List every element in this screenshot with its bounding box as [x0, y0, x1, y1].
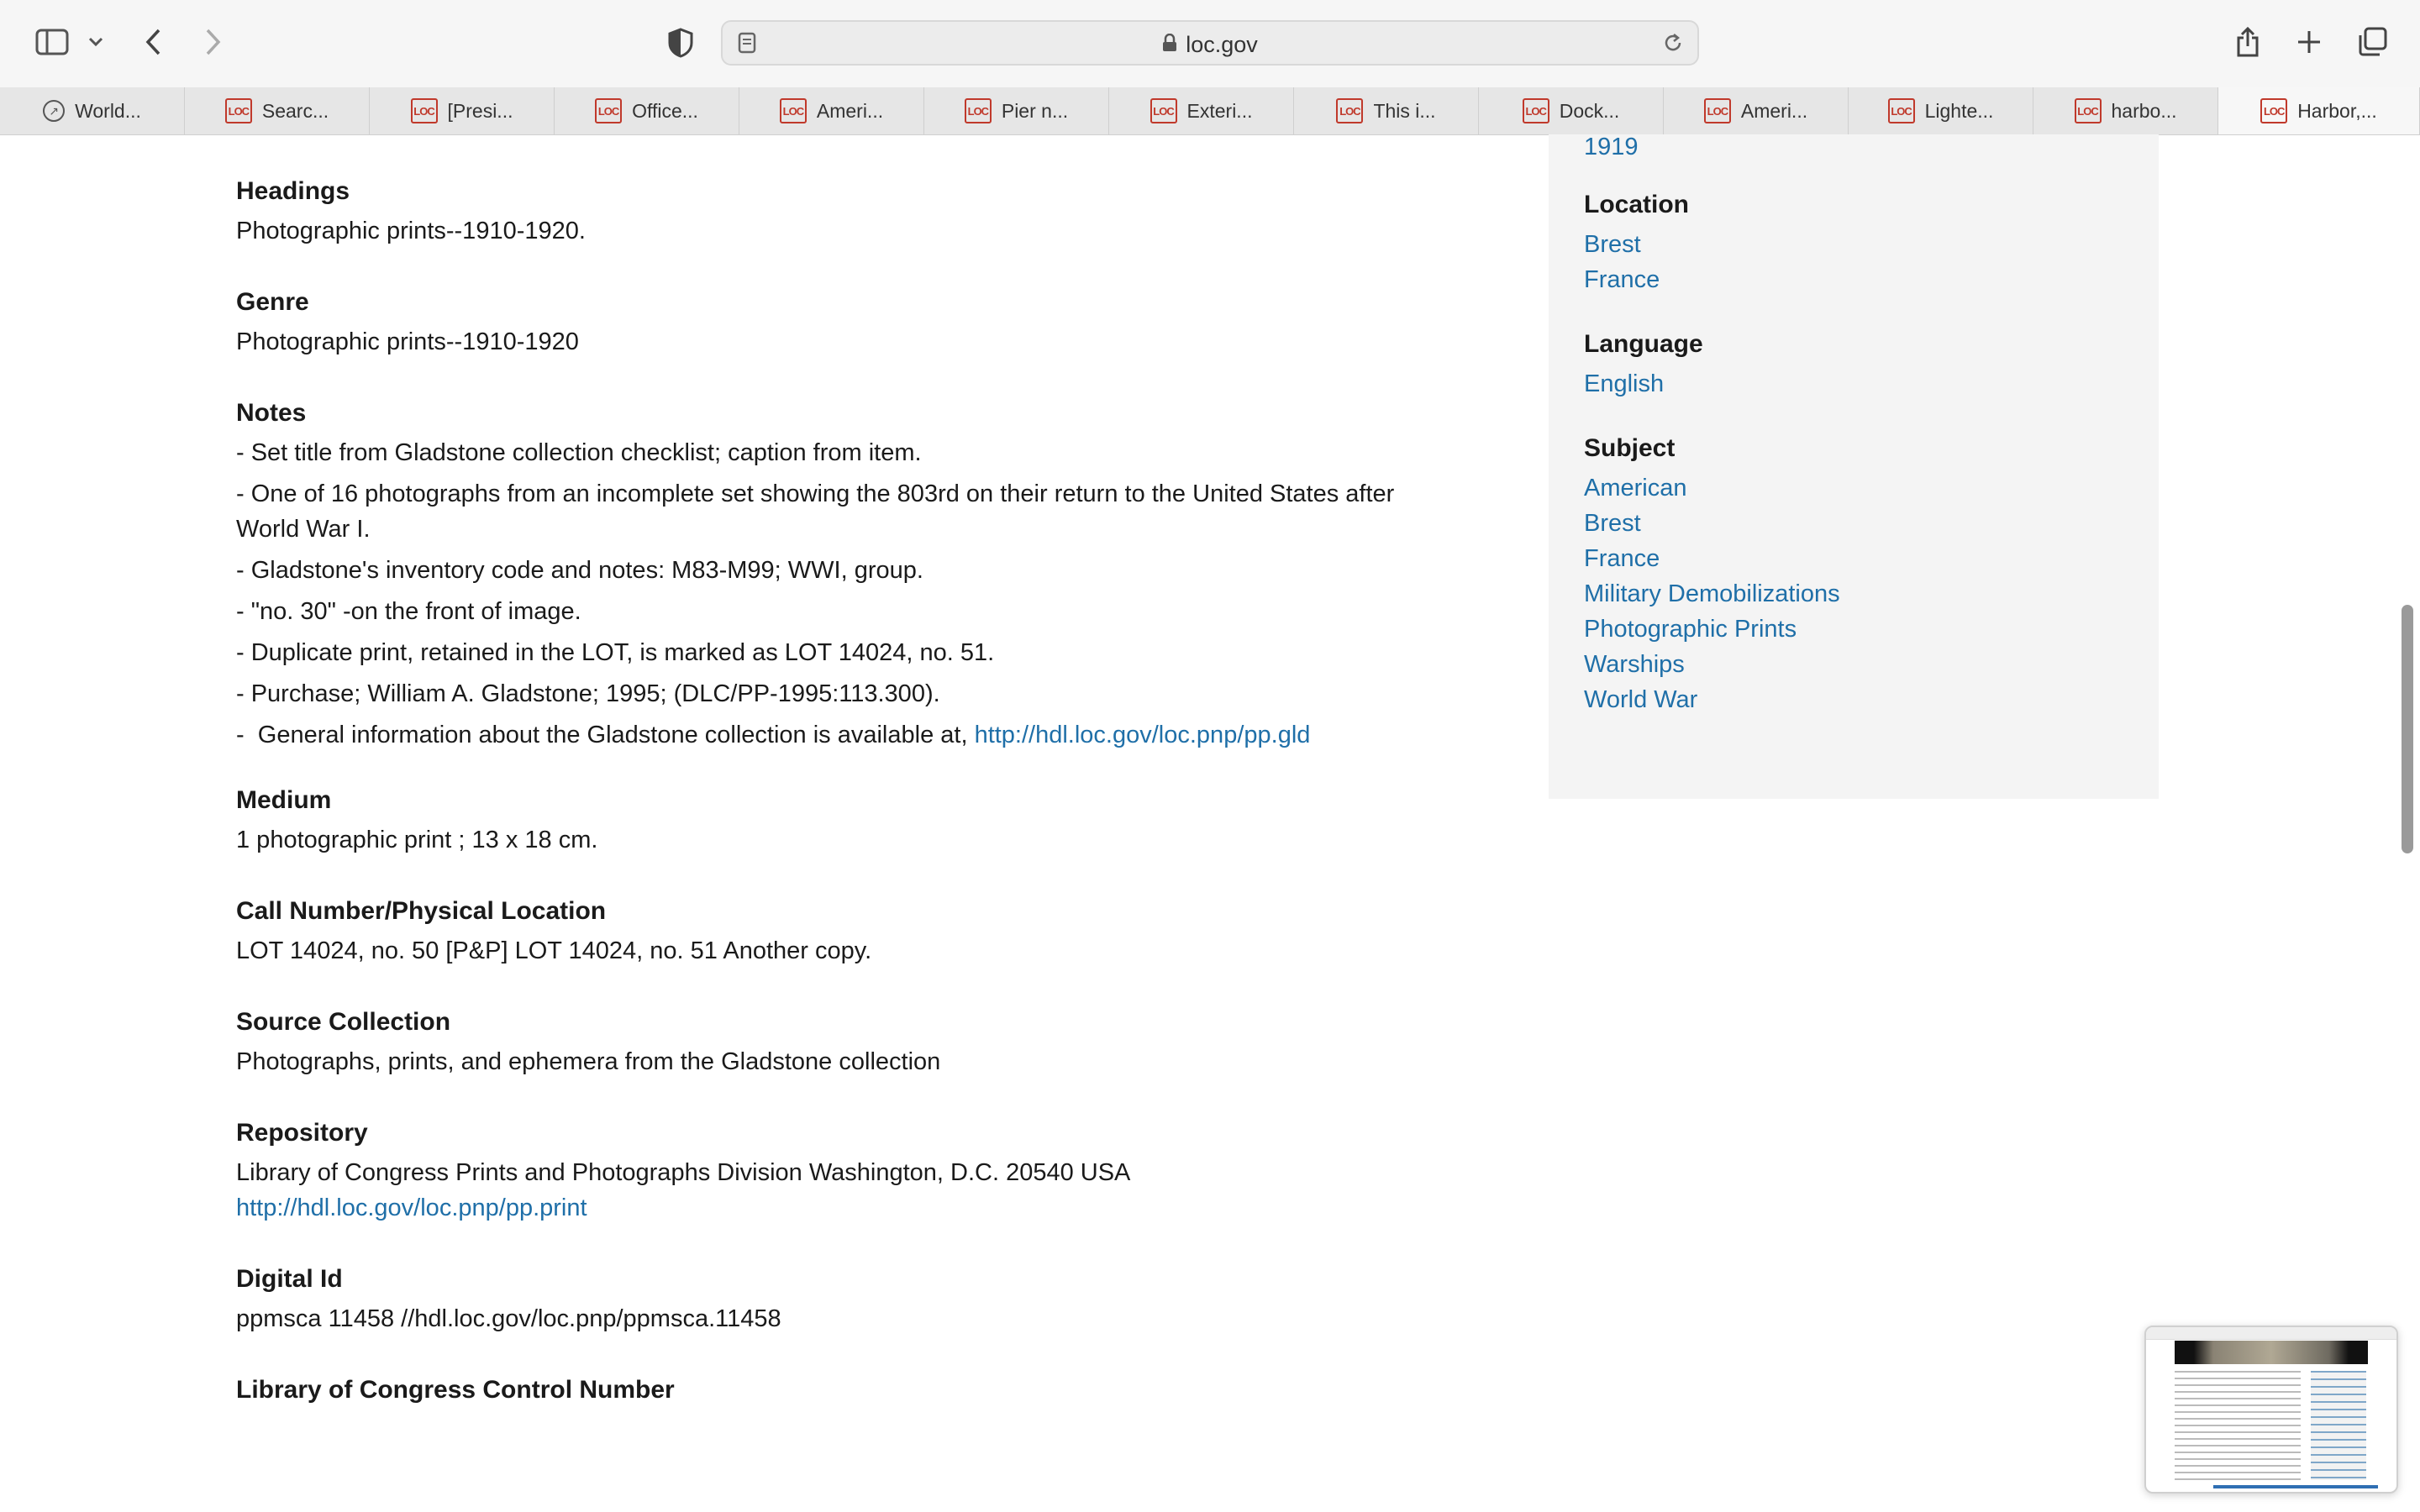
subject-link[interactable]: Photographic Prints — [1584, 616, 1797, 643]
field-value: Library of Congress Prints and Photographs Division Washington, D.C. 20540 USA — [236, 1159, 1131, 1186]
language-section — [1584, 328, 2122, 402]
location-link[interactable]: France — [1584, 266, 1660, 293]
tab-label: Ameri... — [1740, 99, 1808, 122]
loc-icon: LOC — [1523, 98, 1549, 123]
tab-label: harbo... — [2111, 99, 2177, 122]
field-heading: Headings — [236, 177, 350, 205]
subject-link[interactable]: Warships — [1584, 651, 1685, 678]
note-item: - Gladstone's inventory code and notes: M83-M99; WWI, group. — [236, 557, 923, 584]
notes-list — [236, 435, 1480, 753]
section-heading: Subject — [1584, 434, 1676, 462]
loc-icon: LOC — [780, 98, 807, 123]
item-details — [236, 134, 1480, 1407]
date-link[interactable]: 1919 — [1584, 134, 1639, 160]
note-item: - Duplicate print, retained in the LOT, is marked as LOT 14024, no. 51. — [236, 639, 995, 666]
field-value: LOT 14024, no. 50 [P&P] LOT 14024, no. 51 Another copy. — [236, 937, 872, 964]
tab-label: Dock... — [1559, 99, 1620, 122]
location-link[interactable]: Brest — [1584, 231, 1641, 258]
new-tab-icon[interactable] — [2294, 27, 2324, 57]
tab-bar — [0, 87, 2420, 135]
tab-label: Office... — [632, 99, 698, 122]
address-bar[interactable] — [721, 20, 1699, 66]
loc-icon: LOC — [225, 98, 252, 123]
facets-sidebar — [1549, 134, 2159, 799]
field-heading: Source Collection — [236, 1008, 451, 1036]
tab-label: Harbor,... — [2297, 99, 2377, 122]
subject-link[interactable]: American — [1584, 475, 1687, 501]
subject-link[interactable]: World War — [1584, 686, 1698, 713]
field-heading: Genre — [236, 288, 309, 316]
url-text: loc.gov — [1186, 32, 1258, 57]
note-item — [236, 717, 1480, 753]
tab-label: World... — [75, 99, 141, 122]
browser-tab[interactable] — [2033, 87, 2218, 134]
browser-tab[interactable] — [2218, 87, 2420, 134]
field-value: ppmsca 11458 //hdl.loc.gov/loc.pnp/ppmsca.11458 — [236, 1305, 781, 1332]
tab-label: Ameri... — [816, 99, 884, 122]
chevron-down-icon[interactable] — [86, 30, 106, 54]
field-heading: Medium — [236, 786, 332, 814]
note-item: - One of 16 photographs from an incomplete set showing the 803rd on their return to the United States after World War I. — [236, 480, 1395, 543]
gladstone-collection-link[interactable]: http://hdl.loc.gov/loc.pnp/pp.gld — [974, 722, 1311, 748]
browser-tab[interactable] — [1479, 87, 1664, 134]
scrollbar-thumb[interactable] — [2402, 605, 2413, 853]
tab-overview-icon[interactable] — [2356, 25, 2390, 59]
note-item: - Purchase; William A. Gladstone; 1995; (DLC/PP-1995:113.300). — [236, 680, 940, 707]
browser-tab[interactable] — [0, 87, 185, 134]
field-value: Photographic prints--1910-1920 — [236, 328, 579, 355]
browser-tab[interactable] — [1664, 87, 1849, 134]
tab-label: This i... — [1373, 99, 1436, 122]
repository-link[interactable]: http://hdl.loc.gov/loc.pnp/pp.print — [236, 1194, 587, 1221]
forward-icon[interactable] — [198, 25, 229, 59]
digital-id-field — [236, 1263, 1480, 1336]
note-text: - General information about the Gladstone collection is available at, — [236, 722, 975, 748]
notes-field — [236, 396, 1480, 753]
loc-icon: LOC — [2075, 98, 2102, 123]
preview-toolbar — [2146, 1327, 2396, 1340]
genre-field — [236, 286, 1480, 360]
compass-icon: ↗ — [43, 100, 65, 122]
note-item: - Set title from Gladstone collection checklist; caption from item. — [236, 439, 922, 466]
browser-tab[interactable] — [185, 87, 370, 134]
field-value: Photographs, prints, and ephemera from the Gladstone collection — [236, 1048, 941, 1075]
section-heading: Location — [1584, 191, 1689, 218]
medium-field — [236, 784, 1480, 858]
subject-link[interactable]: France — [1584, 545, 1660, 572]
tab-label: Exteri... — [1186, 99, 1253, 122]
call-number-field — [236, 895, 1480, 969]
loc-icon: LOC — [2260, 98, 2287, 123]
lccn-field — [236, 1373, 1480, 1407]
field-value: 1 photographic print ; 13 x 18 cm. — [236, 827, 598, 853]
field-heading: Digital Id — [236, 1265, 343, 1293]
loc-icon: LOC — [595, 98, 622, 123]
loc-icon: LOC — [1888, 98, 1915, 123]
subject-link[interactable]: Military Demobilizations — [1584, 580, 1840, 607]
headings-field — [236, 175, 1480, 249]
reload-icon[interactable] — [1660, 30, 1686, 55]
browser-tab[interactable] — [370, 87, 555, 134]
section-heading: Language — [1584, 330, 1703, 358]
browser-tab[interactable] — [1109, 87, 1294, 134]
browser-tab[interactable] — [1294, 87, 1479, 134]
field-heading: Call Number/Physical Location — [236, 897, 607, 925]
tab-label: Pier n... — [1001, 99, 1069, 122]
page-preview-thumbnail[interactable] — [2144, 1326, 2398, 1494]
field-heading: Library of Congress Control Number — [236, 1376, 675, 1404]
browser-tab[interactable] — [739, 87, 924, 134]
loc-icon: LOC — [411, 98, 438, 123]
repository-field — [236, 1116, 1480, 1226]
tab-label: Searc... — [261, 99, 329, 122]
field-heading: Repository — [236, 1119, 368, 1147]
loc-icon: LOC — [1704, 98, 1731, 123]
preview-image — [2175, 1341, 2368, 1364]
browser-tab[interactable] — [555, 87, 739, 134]
subject-section — [1584, 432, 2122, 717]
share-icon[interactable] — [2232, 24, 2264, 60]
browser-tab[interactable] — [1849, 87, 2033, 134]
field-value: Photographic prints--1910-1920. — [236, 218, 586, 244]
lock-icon — [1162, 32, 1177, 58]
browser-toolbar — [0, 0, 2420, 88]
loc-icon: LOC — [1150, 98, 1177, 123]
tab-label: Lighte... — [1924, 99, 1994, 122]
tab-label: [Presi... — [447, 99, 513, 122]
preview-scroll-indicator — [2213, 1485, 2378, 1488]
field-heading: Notes — [236, 399, 307, 427]
note-item: - "no. 30" -on the front of image. — [236, 598, 581, 625]
browser-tab[interactable] — [924, 87, 1109, 134]
source-collection-field — [236, 1005, 1480, 1079]
loc-icon: LOC — [1336, 98, 1363, 123]
back-icon[interactable] — [138, 25, 168, 59]
preview-text-lines — [2175, 1371, 2301, 1480]
language-link[interactable]: English — [1584, 370, 1665, 397]
privacy-shield-icon[interactable] — [664, 25, 697, 60]
preview-sidebar — [2311, 1371, 2366, 1480]
location-section — [1584, 188, 2122, 297]
sidebar-toggle-icon[interactable] — [34, 27, 71, 57]
subject-link[interactable]: Brest — [1584, 510, 1641, 537]
loc-icon: LOC — [965, 98, 992, 123]
